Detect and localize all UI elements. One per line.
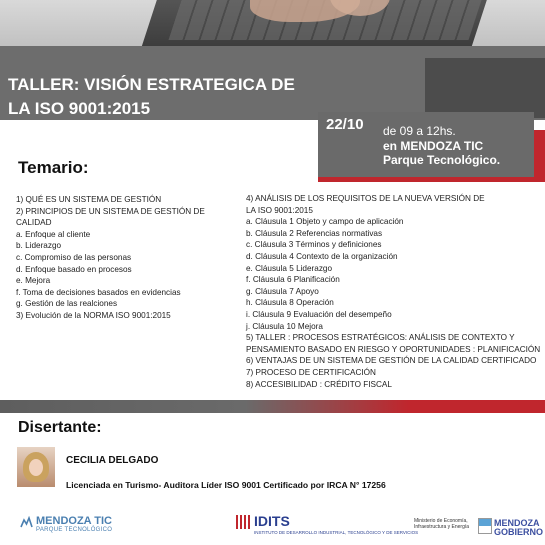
list-item: f. Toma de decisiones basados en evidencias: [16, 287, 181, 297]
date-box-accent-bottom: [318, 177, 545, 182]
ministry-name: Ministerio de Economía, Infraestructura y Energía: [414, 518, 470, 530]
list-item: f. Cláusula 6 Planificación: [246, 275, 340, 285]
idits-sub: INSTITUTO DE DESARROLLO INDUSTRIAL, TECNOLÓGICO Y DE SERVICIOS: [254, 530, 419, 535]
mendoza-shield-icon: [478, 518, 492, 534]
mendoza-tic-sub: PARQUE TECNOLÓGICO: [36, 527, 113, 533]
list-item: i. Cláusula 9 Evaluación del desempeño: [246, 309, 392, 319]
list-item: 2) PRINCIPIOS DE UN SISTEMA DE GESTIÓN DE CALIDAD: [16, 206, 205, 228]
list-item: c. Cláusula 3 Términos y definiciones: [246, 240, 382, 250]
list-item: LA ISO 9001:2015: [246, 205, 313, 215]
gobierno-name1: MENDOZA: [494, 518, 540, 528]
list-item: 3) Evolución de la NORMA ISO 9001:2015: [16, 310, 171, 320]
date-box-accent: [534, 130, 545, 182]
list-item: g. Gestión de las realciones: [16, 299, 118, 309]
event-title-line2: LA ISO 9001:2015: [8, 99, 151, 118]
list-item: c. Compromiso de las personas: [16, 252, 132, 262]
list-item: 8) ACCESIBILIDAD : CRÉDITO FISCAL: [246, 379, 392, 389]
list-item: a. Enfoque al cliente: [16, 229, 91, 239]
venue-line1: en MENDOZA TIC: [383, 139, 484, 153]
title-band-shade: [425, 58, 545, 118]
list-item: h. Cláusula 8 Operación: [246, 298, 334, 308]
list-item: 1) QUÉ ES UN SISTEMA DE GESTIÓN: [16, 195, 162, 204]
mendoza-tic-name: MENDOZA TIC: [36, 515, 112, 527]
list-item: b. Cláusula 2 Referencias normativas: [246, 228, 383, 238]
event-date: 22/10: [326, 116, 364, 133]
gobierno-name2: GOBIERNO: [494, 527, 544, 537]
mendoza-tic-mark-icon: [20, 516, 33, 529]
list-item: PENSAMIENTO BASADO EN RIESGO Y OPORTUNIDADES : PLANIFICACIÓN: [246, 344, 541, 354]
section-divider: [0, 400, 545, 413]
temario-left-list: [16, 194, 231, 322]
event-hours: de 09 a 12hs.: [383, 124, 456, 138]
list-item: e. Mejora: [16, 276, 51, 286]
disertante-heading: Disertante:: [18, 419, 102, 436]
avatar: [17, 447, 55, 487]
venue-line2: Parque Tecnológico.: [383, 153, 501, 167]
list-item: e. Cláusula 5 Liderazgo: [246, 263, 333, 273]
list-item: g. Cláusula 7 Apoyo: [246, 286, 319, 296]
temario-right-list: [246, 193, 541, 390]
list-item: d. Cláusula 4 Contexto de la organización: [246, 251, 398, 261]
temario-heading: Temario:: [18, 158, 89, 177]
idits-mark-icon: [236, 515, 250, 529]
event-title: [8, 73, 328, 121]
list-item: a. Cláusula 1 Objeto y campo de aplicación: [246, 217, 404, 227]
list-item: 6) VENTAJAS DE UN SISTEMA DE GESTIÓN DE LA CALIDAD CERTIFICADO: [246, 356, 537, 366]
idits-name: IDITS: [254, 513, 290, 529]
list-item: 5) TALLER : PROCESOS ESTRATÉGICOS: ANÁLISIS DE CONTEXTO Y: [246, 333, 515, 343]
event-venue: [383, 139, 500, 167]
list-item: 7) PROCESO DE CERTIFICACIÓN: [246, 367, 376, 377]
list-item: j. Cláusula 10 Mejora: [246, 321, 323, 331]
event-title-line1: TALLER: VISIÓN ESTRATEGICA DE: [8, 75, 295, 94]
speaker-description: Licenciada en Turismo- Auditora Líder ISO 9001 Certificado por IRCA N° 17256: [66, 480, 386, 490]
list-item: 4) ANÁLISIS DE LOS REQUISITOS DE LA NUEVA VERSIÓN DE: [246, 194, 485, 203]
list-item: d. Enfoque basado en procesos: [16, 264, 132, 274]
speaker-name: CECILIA DELGADO: [66, 455, 159, 466]
list-item: b. Liderazgo: [16, 241, 62, 251]
